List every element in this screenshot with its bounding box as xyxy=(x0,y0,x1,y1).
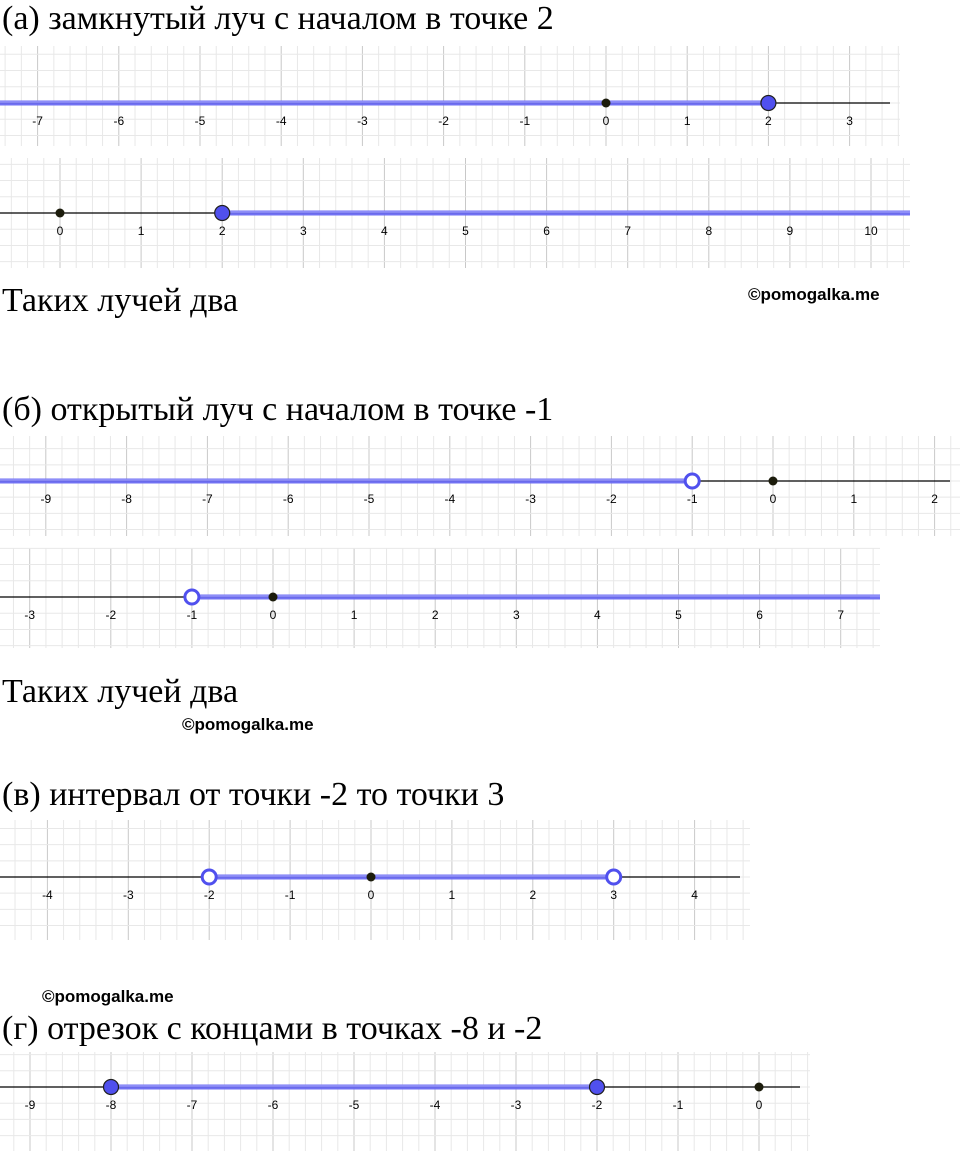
section-b-note: Таких лучей два xyxy=(2,673,239,710)
tick-label: -4 xyxy=(444,492,456,506)
origin-dot xyxy=(755,1083,764,1092)
filled-endpoint xyxy=(590,1080,605,1095)
tick-label: 5 xyxy=(462,224,469,238)
tick-label: 1 xyxy=(137,224,145,238)
section-g-heading: (г) отрезок с концами в точках -8 и -2 xyxy=(2,1010,543,1047)
tick-label: 0 xyxy=(755,1098,763,1112)
tick-label: -3 xyxy=(510,1098,522,1112)
number-line-b2 xyxy=(0,548,880,648)
number-line-a1 xyxy=(0,46,910,146)
tick-label: 4 xyxy=(691,888,698,902)
tick-label: -5 xyxy=(363,492,375,506)
tick-label: 2 xyxy=(529,888,537,902)
grid xyxy=(0,436,960,536)
tick-label: -8 xyxy=(121,492,132,506)
tick-label: -1 xyxy=(186,608,198,622)
tick-label: -2 xyxy=(591,1098,603,1112)
tick-label: 1 xyxy=(448,888,456,902)
tick-label: 1 xyxy=(850,492,858,506)
open-endpoint xyxy=(185,590,199,604)
number-line-b1 xyxy=(0,436,960,536)
tick-label: 3 xyxy=(846,114,853,128)
open-endpoint xyxy=(202,870,216,884)
tick-label: 7 xyxy=(624,224,632,238)
open-endpoint xyxy=(607,870,621,884)
tick-label: -1 xyxy=(519,114,531,128)
tick-label: 4 xyxy=(594,608,601,622)
tick-label: 0 xyxy=(269,608,277,622)
section-v-heading: (в) интервал от точки -2 то точки 3 xyxy=(2,776,505,813)
section-b-heading: (б) открытый луч с началом в точке -1 xyxy=(2,391,554,428)
tick-label: 0 xyxy=(367,888,375,902)
origin-dot xyxy=(269,593,278,602)
tick-label: 2 xyxy=(431,608,439,622)
tick-label: -6 xyxy=(282,492,294,506)
grid xyxy=(0,820,750,940)
watermark: ©pomogalka.me xyxy=(42,987,174,1006)
tick-label: 6 xyxy=(543,224,550,238)
filled-endpoint xyxy=(215,206,230,221)
tick-label: -9 xyxy=(40,492,52,506)
tick-label: 0 xyxy=(56,224,64,238)
tick-label: -4 xyxy=(429,1098,441,1112)
section-a-note: Таких лучей два xyxy=(2,282,239,319)
tick-label: -8 xyxy=(105,1098,117,1112)
watermark: ©pomogalka.me xyxy=(748,285,880,304)
grid xyxy=(0,1052,810,1151)
tick-label: 9 xyxy=(786,224,794,238)
number-line-a2 xyxy=(0,158,910,268)
tick-label: 0 xyxy=(602,114,610,128)
tick-label: -7 xyxy=(202,492,213,506)
tick-label: 0 xyxy=(769,492,777,506)
tick-label: -2 xyxy=(203,888,215,902)
tick-label: -4 xyxy=(275,114,287,128)
tick-label: 2 xyxy=(765,114,772,128)
origin-dot xyxy=(56,209,65,218)
tick-label: -3 xyxy=(24,608,36,622)
tick-label: -1 xyxy=(672,1098,684,1112)
number-line-v xyxy=(0,820,750,940)
open-endpoint xyxy=(685,474,699,488)
origin-dot xyxy=(367,873,376,882)
tick-label: 3 xyxy=(299,224,307,238)
tick-label: -7 xyxy=(186,1098,198,1112)
tick-label: -3 xyxy=(357,114,368,128)
tick-label: 1 xyxy=(350,608,358,622)
tick-label: 6 xyxy=(756,608,763,622)
tick-label: -6 xyxy=(113,114,125,128)
number-line-g xyxy=(0,1052,810,1151)
tick-label: -5 xyxy=(194,114,206,128)
filled-endpoint xyxy=(761,96,776,111)
tick-label: -7 xyxy=(32,114,43,128)
tick-label: 2 xyxy=(931,492,938,506)
tick-label: -2 xyxy=(105,608,117,622)
tick-label: 7 xyxy=(837,608,845,622)
tick-label: 4 xyxy=(381,224,388,238)
tick-label: -1 xyxy=(284,888,296,902)
tick-label: -4 xyxy=(42,888,53,902)
tick-label: 2 xyxy=(218,224,226,238)
tick-label: -5 xyxy=(348,1098,360,1112)
tick-label: 8 xyxy=(705,224,713,238)
watermark: ©pomogalka.me xyxy=(182,715,314,734)
tick-label: -2 xyxy=(606,492,617,506)
tick-label: -3 xyxy=(122,888,134,902)
tick-label: -6 xyxy=(267,1098,279,1112)
section-a-heading: (а) замкнутый луч с началом в точке 2 xyxy=(2,0,554,37)
tick-label: 1 xyxy=(683,114,691,128)
tick-label: -2 xyxy=(438,114,449,128)
tick-label: 3 xyxy=(610,888,618,902)
tick-label: 10 xyxy=(864,224,878,238)
filled-endpoint xyxy=(104,1080,119,1095)
tick-label: 5 xyxy=(675,608,682,622)
origin-dot xyxy=(769,477,778,486)
tick-label: -1 xyxy=(686,492,698,506)
tick-label: -3 xyxy=(525,492,536,506)
origin-dot xyxy=(602,99,611,108)
tick-label: 3 xyxy=(512,608,520,622)
tick-label: -9 xyxy=(24,1098,36,1112)
